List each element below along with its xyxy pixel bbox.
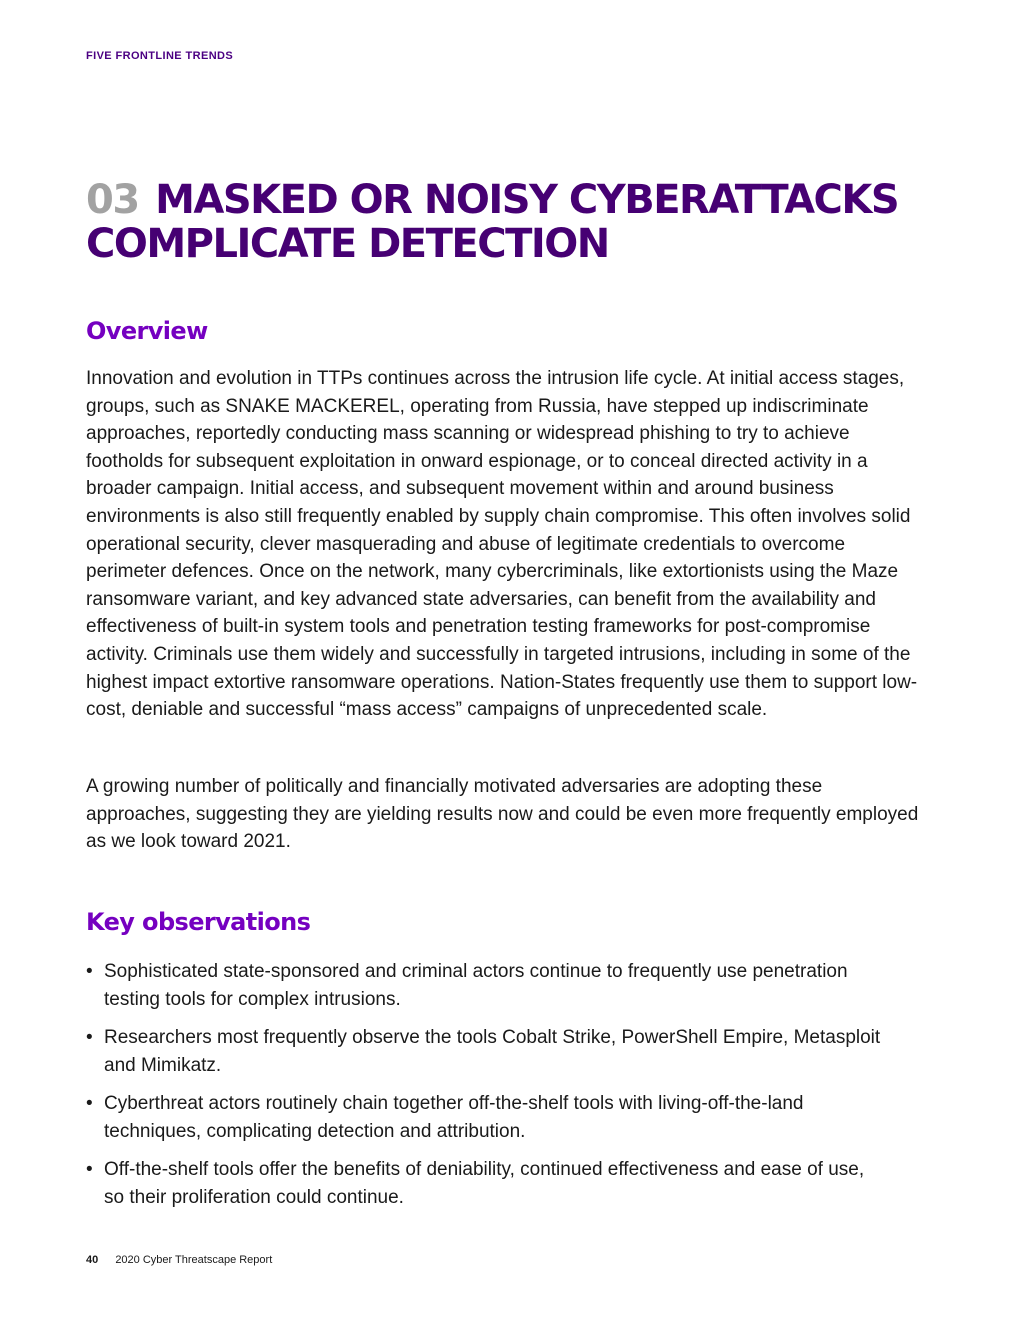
section-label: FIVE FRONTLINE TRENDS: [86, 50, 234, 62]
list-item-text: Cyberthreat actors routinely chain together off-the-shelf tools with living-off-the-land techniques, complicating detection and attribution.: [104, 1093, 804, 1142]
title-text: MASKED OR NOISY CYBERATTACKS COMPLICATE DETECTION: [86, 177, 899, 267]
bullet-icon: •: [86, 1159, 93, 1180]
overview-paragraph: Innovation and evolution in TTPs continues across the intrusion life cycle. At initial access stages, groups, such as SNAKE MACKEREL, operating from Russia, have stepped up indiscriminate approaches, reportedly conducting mass scanning or widespread phishing to try to achieve footholds for subsequent exploitation in onward espionage, or to conceal directed activity in a broader campaign. Initial access, and subsequent movement within and around business environments is also still frequently enabled by supply chain compromise. This often involves solid operational security, clever masquerading and abuse of legitimate credentials to overcome perimeter defences. Once on the network, many cybercriminals, like extortionists using the Maze ransomware variant, and key advanced state adversaries, can benefit from the availability and effectiveness of built-in system tools and penetration testing frameworks for post-compromise activity. Criminals use them widely and successfully in targeted intrusions, including in some of the highest impact extortive ransomware operations. Nation-States frequently use them to support low-cost, deniable and successful “mass access” campaigns of unprecedented scale.: [86, 368, 918, 721]
list-item: [86, 958, 886, 1014]
page-footer: [86, 1254, 272, 1266]
page-number: 40: [86, 1254, 99, 1266]
list-item: [86, 1090, 886, 1146]
page-title: [86, 178, 966, 266]
bullet-icon: •: [86, 1027, 93, 1048]
overview-paragraph: A growing number of politically and financially motivated adversaries are adopting these approaches, suggesting they are yielding results now and could be even more frequently employed as we look toward 2021.: [86, 776, 919, 853]
list-item-text: Off-the-shelf tools offer the benefits of deniability, continued effectiveness and ease of use, so their proliferation could continue.: [104, 1159, 865, 1208]
report-title: 2020 Cyber Threatscape Report: [115, 1254, 273, 1266]
key-observations-heading: Key observations: [86, 908, 311, 936]
chapter-number: 03: [86, 177, 139, 223]
list-item: [86, 1024, 886, 1080]
bullet-icon: •: [86, 1093, 93, 1114]
bullet-icon: •: [86, 961, 93, 982]
list-item-text: Sophisticated state-sponsored and criminal actors continue to frequently use penetration testing tools for complex intrusions.: [104, 961, 848, 1010]
overview-heading: Overview: [86, 317, 208, 345]
key-observations-list: [86, 958, 886, 1222]
list-item-text: Researchers most frequently observe the tools Cobalt Strike, PowerShell Empire, Metasploit and Mimikatz.: [104, 1027, 881, 1076]
list-item: [86, 1156, 886, 1212]
